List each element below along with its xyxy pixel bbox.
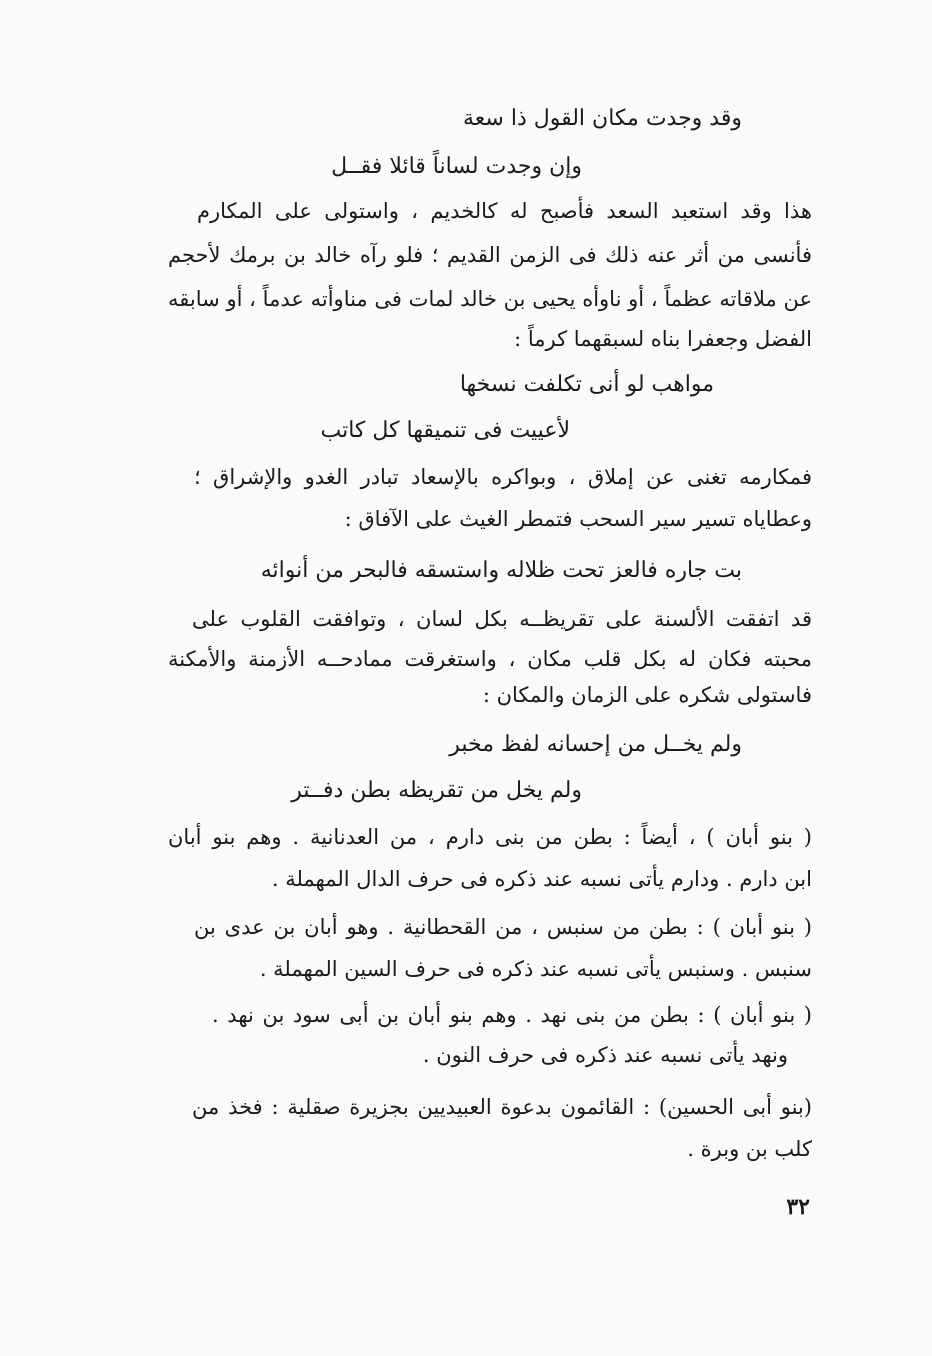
paragraph-line: هذا وقد استعبد السعد فأصبح له كالخديم ، واستولى على المكارم — [197, 199, 812, 223]
paragraph-line: قد اتفقت الألسنة على تقريظــه بكل لسان ، وتوافقت القلوب على — [192, 607, 812, 631]
page-number: ٣٢ — [786, 1194, 810, 1220]
paragraph-line: وعطاياه تسير سير السحب فتمطر الغيث على الآفاق : — [344, 507, 812, 531]
entry-line: كلب بن وبرة . — [687, 1137, 812, 1161]
entry-line: ونهد يأتى نسبه عند ذكره فى حرف النون . — [422, 1043, 788, 1067]
paragraph-line: محبته فكان له بكل قلب مكان ، واستغرقت ممادحــه الأزمنة والأمكنة — [168, 647, 812, 671]
paragraph-line: فمكارمه تغنى عن إملاق ، وبواكره بالإسعاد تبادر الغدو والإشراق ؛ — [194, 465, 812, 489]
entry-line: ابن دارم . ودارم يأتى نسبه عند ذكره فى حرف الدال المهملة . — [271, 867, 812, 891]
entry-line: ( بنو أبان ) : بطن من سنبس ، من القحطانية . وهو أبان بن عدى بن — [194, 915, 812, 939]
verse-line: ولم يخل من تقريظه بطن دفــتر — [291, 778, 582, 803]
paragraph-line: فاستولى شكره على الزمان والمكان : — [482, 683, 812, 707]
entry-line: سنبس . وسنبس يأتى نسبه عند ذكره فى حرف السين المهملة . — [259, 957, 812, 981]
verse-line: وقد وجدت مكان القول ذا سعة — [463, 106, 742, 131]
entry-line: (بنو أبى الحسين) : القائمون بدعوة العبيديين بجزيرة صقلية : فخذ من — [192, 1095, 812, 1119]
paragraph-line: الفضل وجعفرا بناه لسبقهما كرماً : — [514, 327, 812, 351]
paragraph-line: فأنسى من أثر عنه ذلك فى الزمن القديم ؛ فلو رآه خالد بن برمك لأحجم — [168, 243, 812, 267]
verse-line: مواهب لو أنى تكلفت نسخها — [459, 372, 714, 397]
verse-line: لأعييت فى تنميقها كل كاتب — [320, 418, 570, 443]
entry-line: ( بنو أبان ) : بطن من بنى نهد . وهم بنو أبان بن أبى سود بن نهد . — [212, 1003, 812, 1027]
paragraph-line: عن ملاقاته عظماً ، أو ناوأه يحيى بن خالد لمات فى مناوأته عدماً ، أو سابقه — [168, 287, 812, 311]
verse-line: ولم يخــل من إحسانه لفظ مخبر — [449, 732, 742, 757]
verse-line: بت جاره فالعز تحت ظلاله واستسقه فالبحر من أنوائه — [260, 558, 742, 583]
verse-line: وإن وجدت لساناً قائلا فقــل — [331, 154, 582, 179]
entry-line: ( بنو أبان ) ، أيضاً : بطن من بنى دارم ، من العدنانية . وهم بنو أبان — [168, 825, 812, 849]
